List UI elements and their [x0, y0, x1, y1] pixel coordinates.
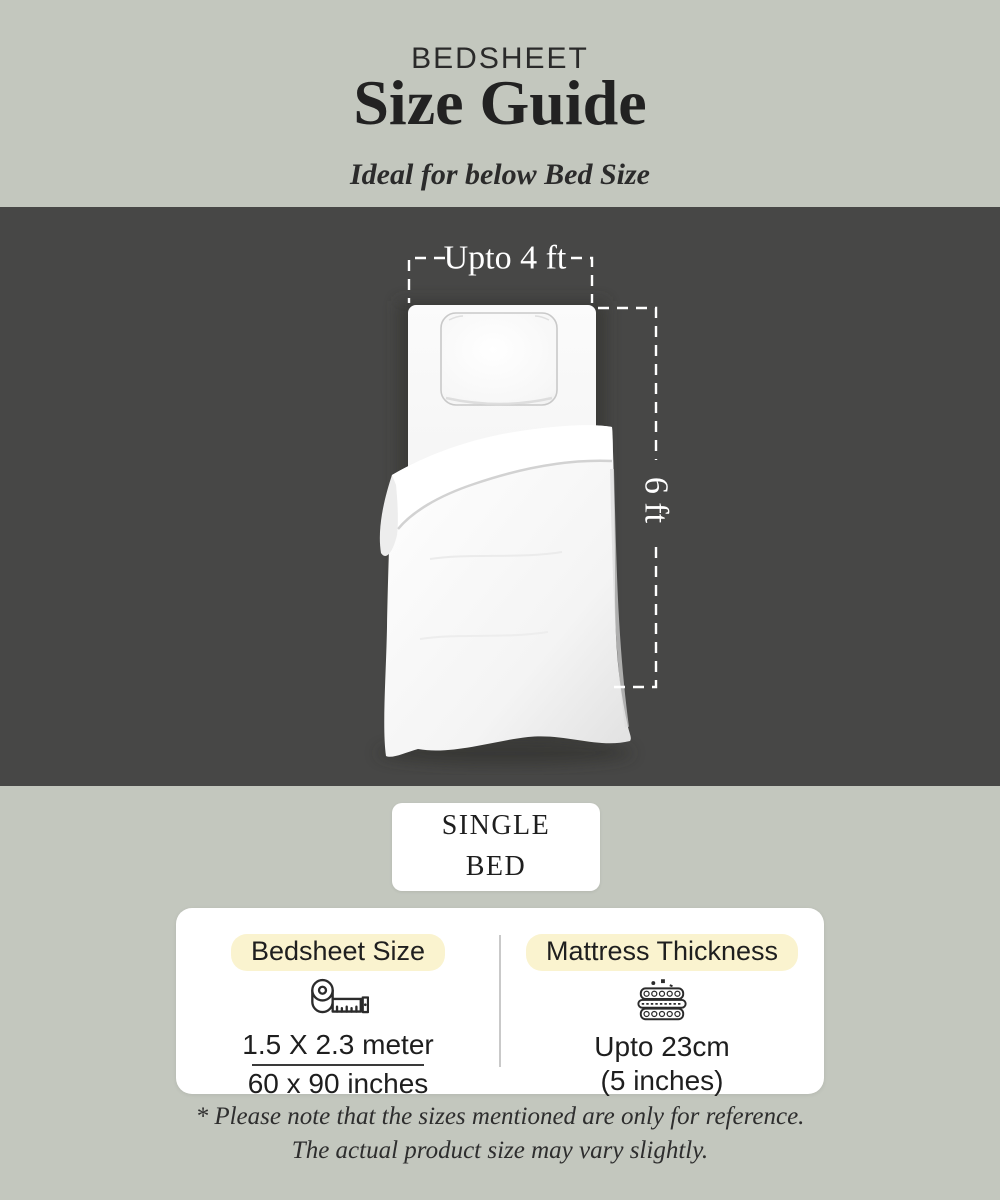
bedsheet-size-title: Bedsheet Size — [231, 934, 445, 971]
fraction-rule — [252, 1064, 424, 1066]
bedsheet-size-meters: 1.5 X 2.3 meter — [242, 1029, 434, 1060]
mattress-thickness-column — [500, 908, 824, 1094]
mattress-icon — [635, 976, 689, 1022]
bed-type-line2: BED — [465, 851, 527, 882]
footnote — [0, 1100, 1000, 1168]
pillow — [441, 313, 557, 405]
bed-diagram-illustration — [0, 207, 1000, 786]
bedsheet-size-column — [176, 908, 500, 1099]
bed-type-line1: SINGLE — [441, 810, 551, 842]
diagram-band — [0, 207, 1000, 786]
mattress-thickness-title: Mattress Thickness — [526, 934, 798, 971]
page-subtitle: Ideal for below Bed Size — [350, 158, 650, 191]
footnote-line2: The actual product size may vary slightly. — [291, 1136, 709, 1164]
page-title: Size Guide — [353, 67, 647, 138]
mattress-thickness-cm: Upto 23cm — [594, 1031, 730, 1062]
height-dimension-label: 6 ft — [637, 476, 675, 524]
footnote-line1: * Please note that the sizes mentioned are only for reference. — [195, 1103, 805, 1130]
spec-panel — [176, 908, 824, 1099]
header-kicker: BEDSHEET — [411, 42, 589, 75]
mattress-thickness-inches: (5 inches) — [600, 1065, 724, 1096]
measuring-tape-icon — [307, 976, 369, 1020]
width-dimension-label: Upto 4 ft — [443, 239, 567, 277]
duvet — [380, 425, 631, 757]
panel-divider — [499, 935, 501, 1067]
bedsheet-size-inches: 60 x 90 inches — [247, 1068, 429, 1099]
bed-type-card — [392, 803, 600, 891]
